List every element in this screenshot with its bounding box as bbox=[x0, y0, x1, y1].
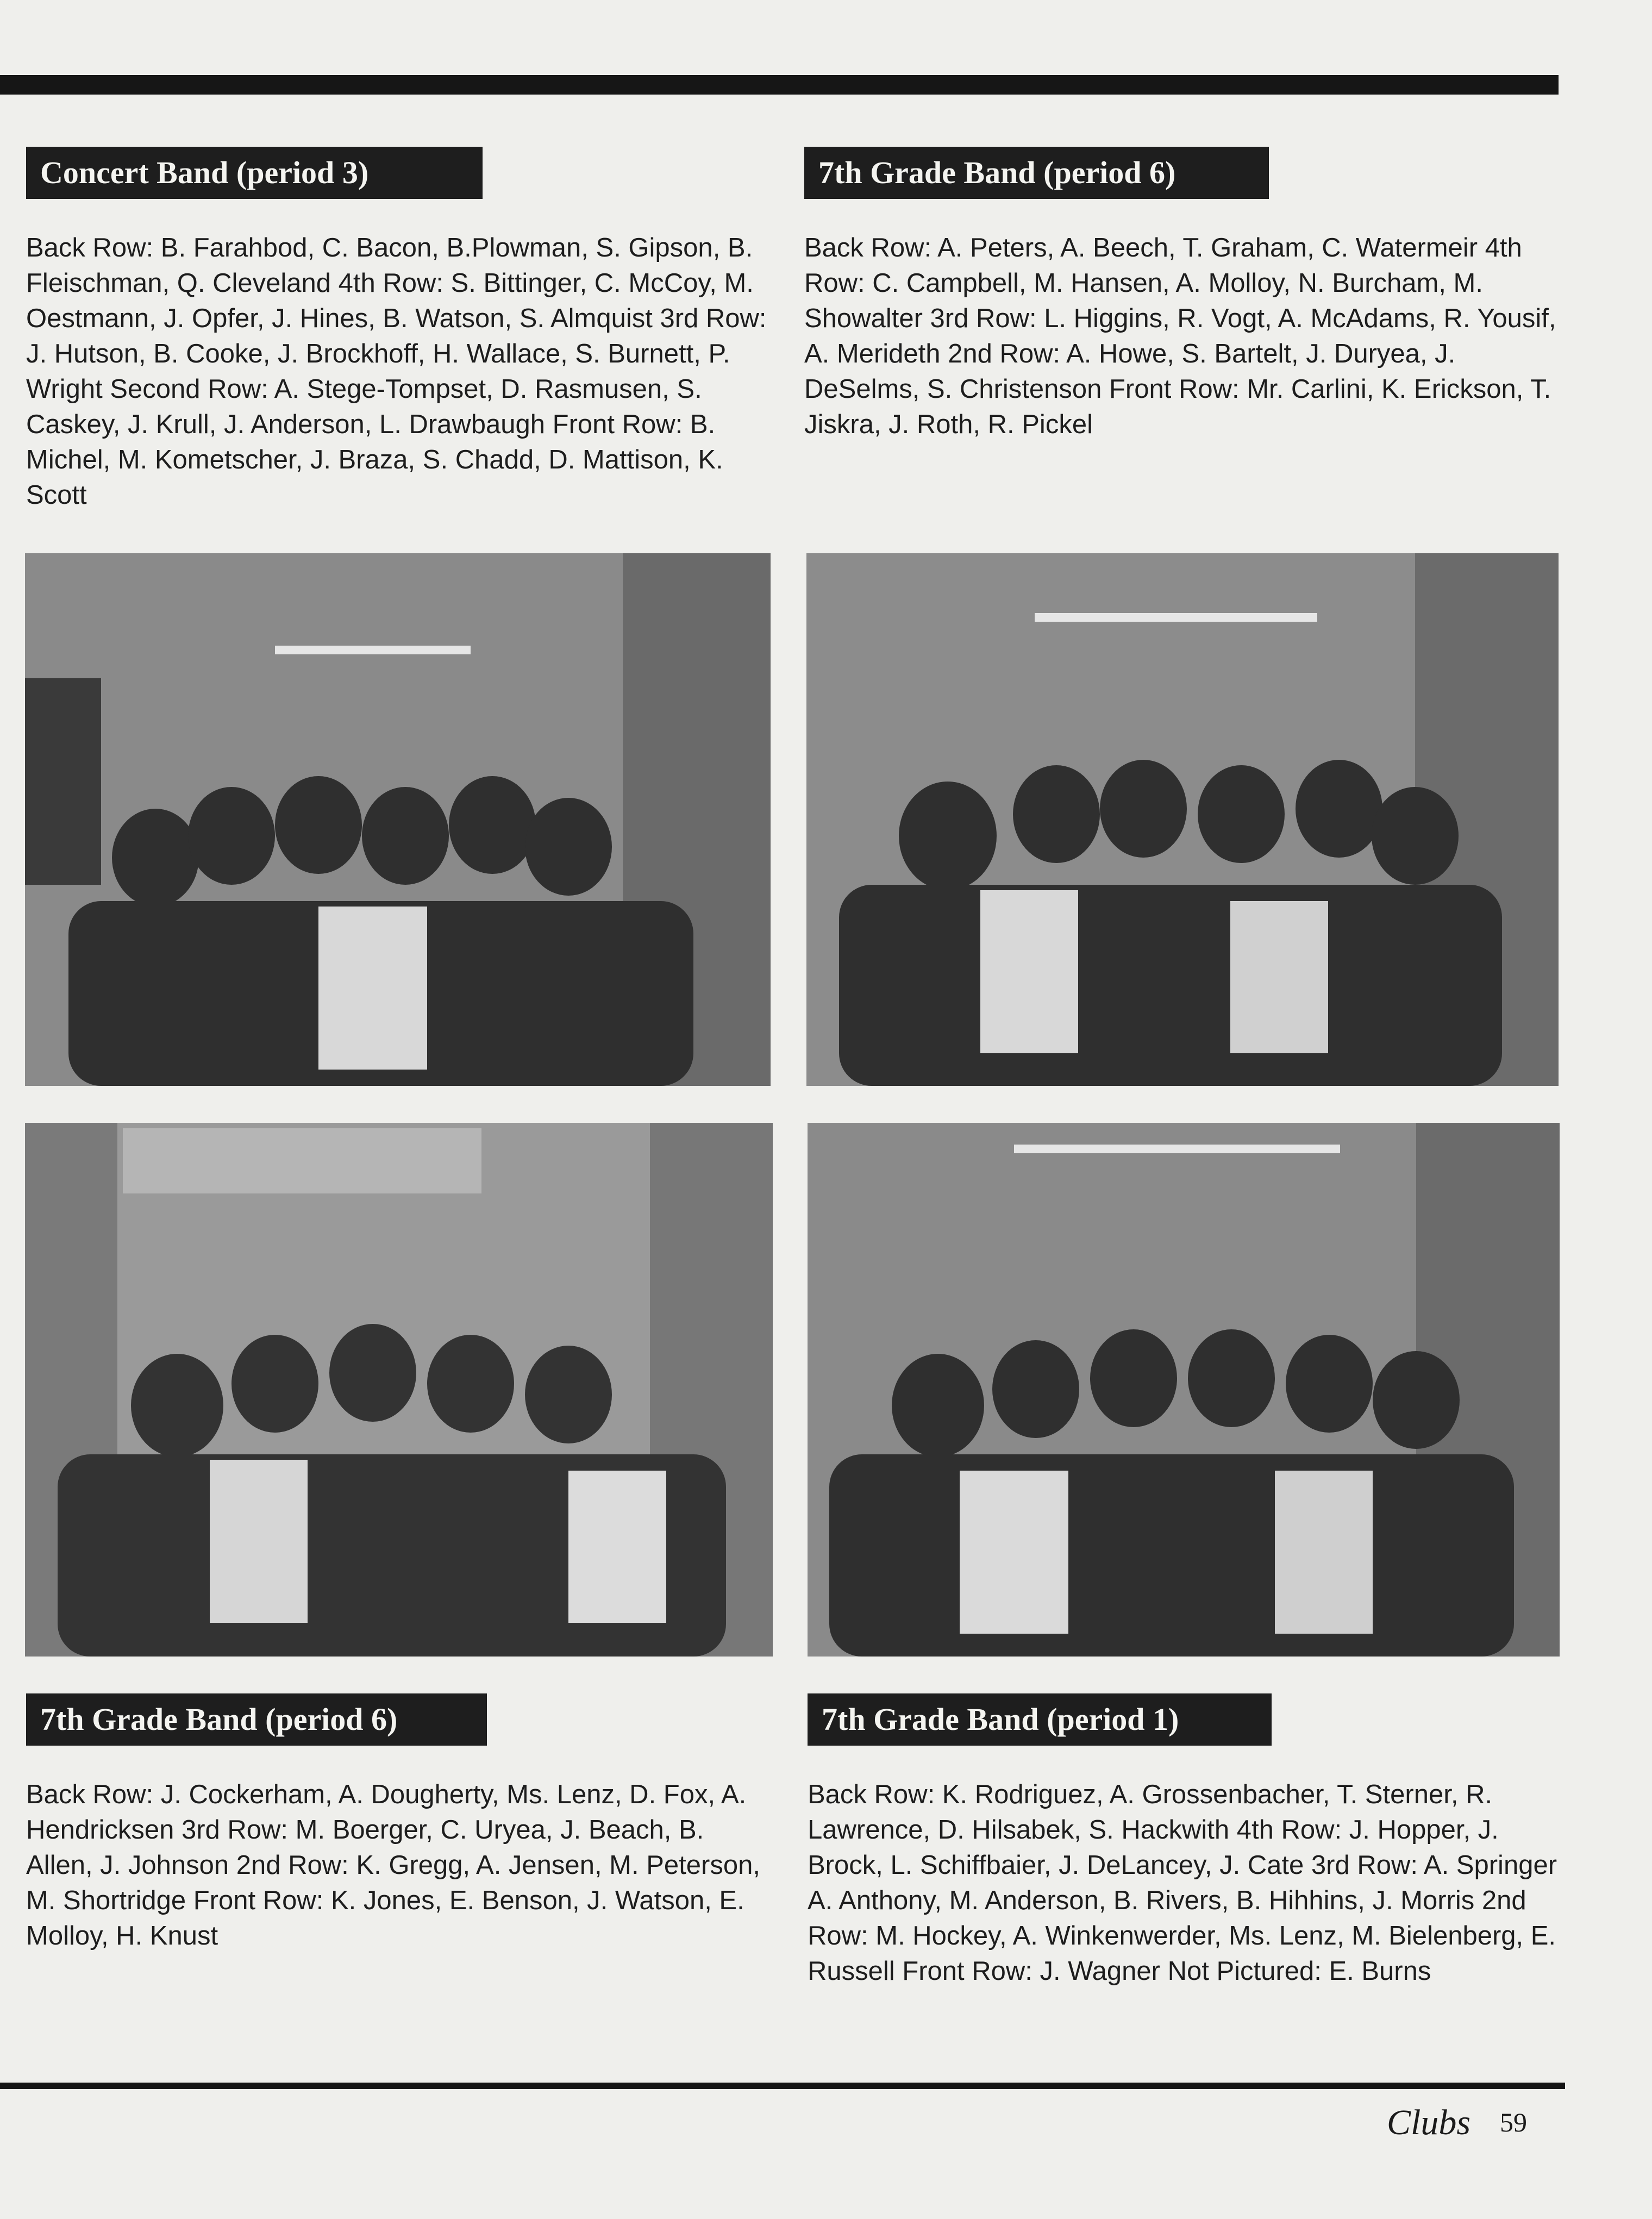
photo-7th-grade-band-period-1 bbox=[808, 1123, 1560, 1657]
photo-7th-grade-band-period-6-b bbox=[25, 1123, 773, 1657]
footer-section-name: Clubs bbox=[1387, 2103, 1471, 2142]
caption-7th-grade-band-period-1: Back Row: K. Rodriguez, A. Grossenbacher, T. Sterner, R. Lawrence, D. Hilsabek, S. Hackwith 4th Row: J. Hopper, J. Brock, L. Schiffbaier, J. DeLancey, J. Cate 3rd Row: A. Springer A. Anthony, M. Anderson, B. Rivers, B. Hihhins, J. Morris 2nd Row: M. Hockey, A. Winkenwerder, Ms. Lenz, M. Bielenberg, E. Russell Front Row: J. Wagner Not Pictured: E. Burns bbox=[808, 1780, 1557, 1986]
photo-7th-grade-band-period-6-a bbox=[806, 553, 1559, 1086]
photo-concert-band-period-3 bbox=[25, 553, 771, 1086]
bottom-rule bbox=[0, 2083, 1565, 2089]
section-heading-concert-band-period-3: Concert Band (period 3) bbox=[26, 147, 483, 199]
caption-7th-grade-band-period-6-b: Back Row: J. Cockerham, A. Dougherty, Ms. Lenz, D. Fox, A. Hendricksen 3rd Row: M. Boerger, C. Uryea, J. Beach, B. Allen, J. Johnson 2nd Row: K. Gregg, A. Jensen, M. Peterson, M. Shortridge Front Row: K. Jones, E. Benson, J. Watson, E. Molloy, H. Knust bbox=[26, 1780, 760, 1951]
section-heading-7th-grade-band-period-6-b: 7th Grade Band (period 6) bbox=[26, 1693, 487, 1746]
caption-7th-grade-band-period-6-a: Back Row: A. Peters, A. Beech, T. Graham, C. Watermeir 4th Row: C. Campbell, M. Hansen, A. Molloy, N. Burcham, M. Showalter 3rd Row: L. Higgins, R. Vogt, A. McAdams, R. Yousif, A. Merideth 2nd Row: A. Howe, S. Bartelt, J. Duryea, J. DeSelms, S. Christenson Front Row: Mr. Carlini, K. Erickson, T. Jiskra, J. Roth, R. Pickel bbox=[804, 233, 1556, 439]
caption-concert-band-period-3: Back Row: B. Farahbod, C. Bacon, B.Plowman, S. Gipson, B. Fleischman, Q. Cleveland 4th Row: S. Bittinger, C. McCoy, M. Oestmann, J. Opfer, J. Hines, B. Watson, S. Almquist 3rd Row: J. Hutson, B. Cooke, J. Brockhoff, H. Wallace, S. Burnett, P. Wright Second Row: A. Stege-Tompset, D. Rasmusen, S. Caskey, J. Krull, J. Anderson, L. Drawbaugh Front Row: B. Michel, M. Kometscher, J. Braza, S. Chadd, D. Mattison, K. Scott bbox=[26, 233, 767, 510]
footer-page-number: 59 bbox=[1500, 2107, 1527, 2137]
section-heading-7th-grade-band-period-6-a: 7th Grade Band (period 6) bbox=[804, 147, 1269, 199]
section-heading-7th-grade-band-period-1: 7th Grade Band (period 1) bbox=[808, 1693, 1272, 1746]
top-rule bbox=[0, 75, 1559, 95]
